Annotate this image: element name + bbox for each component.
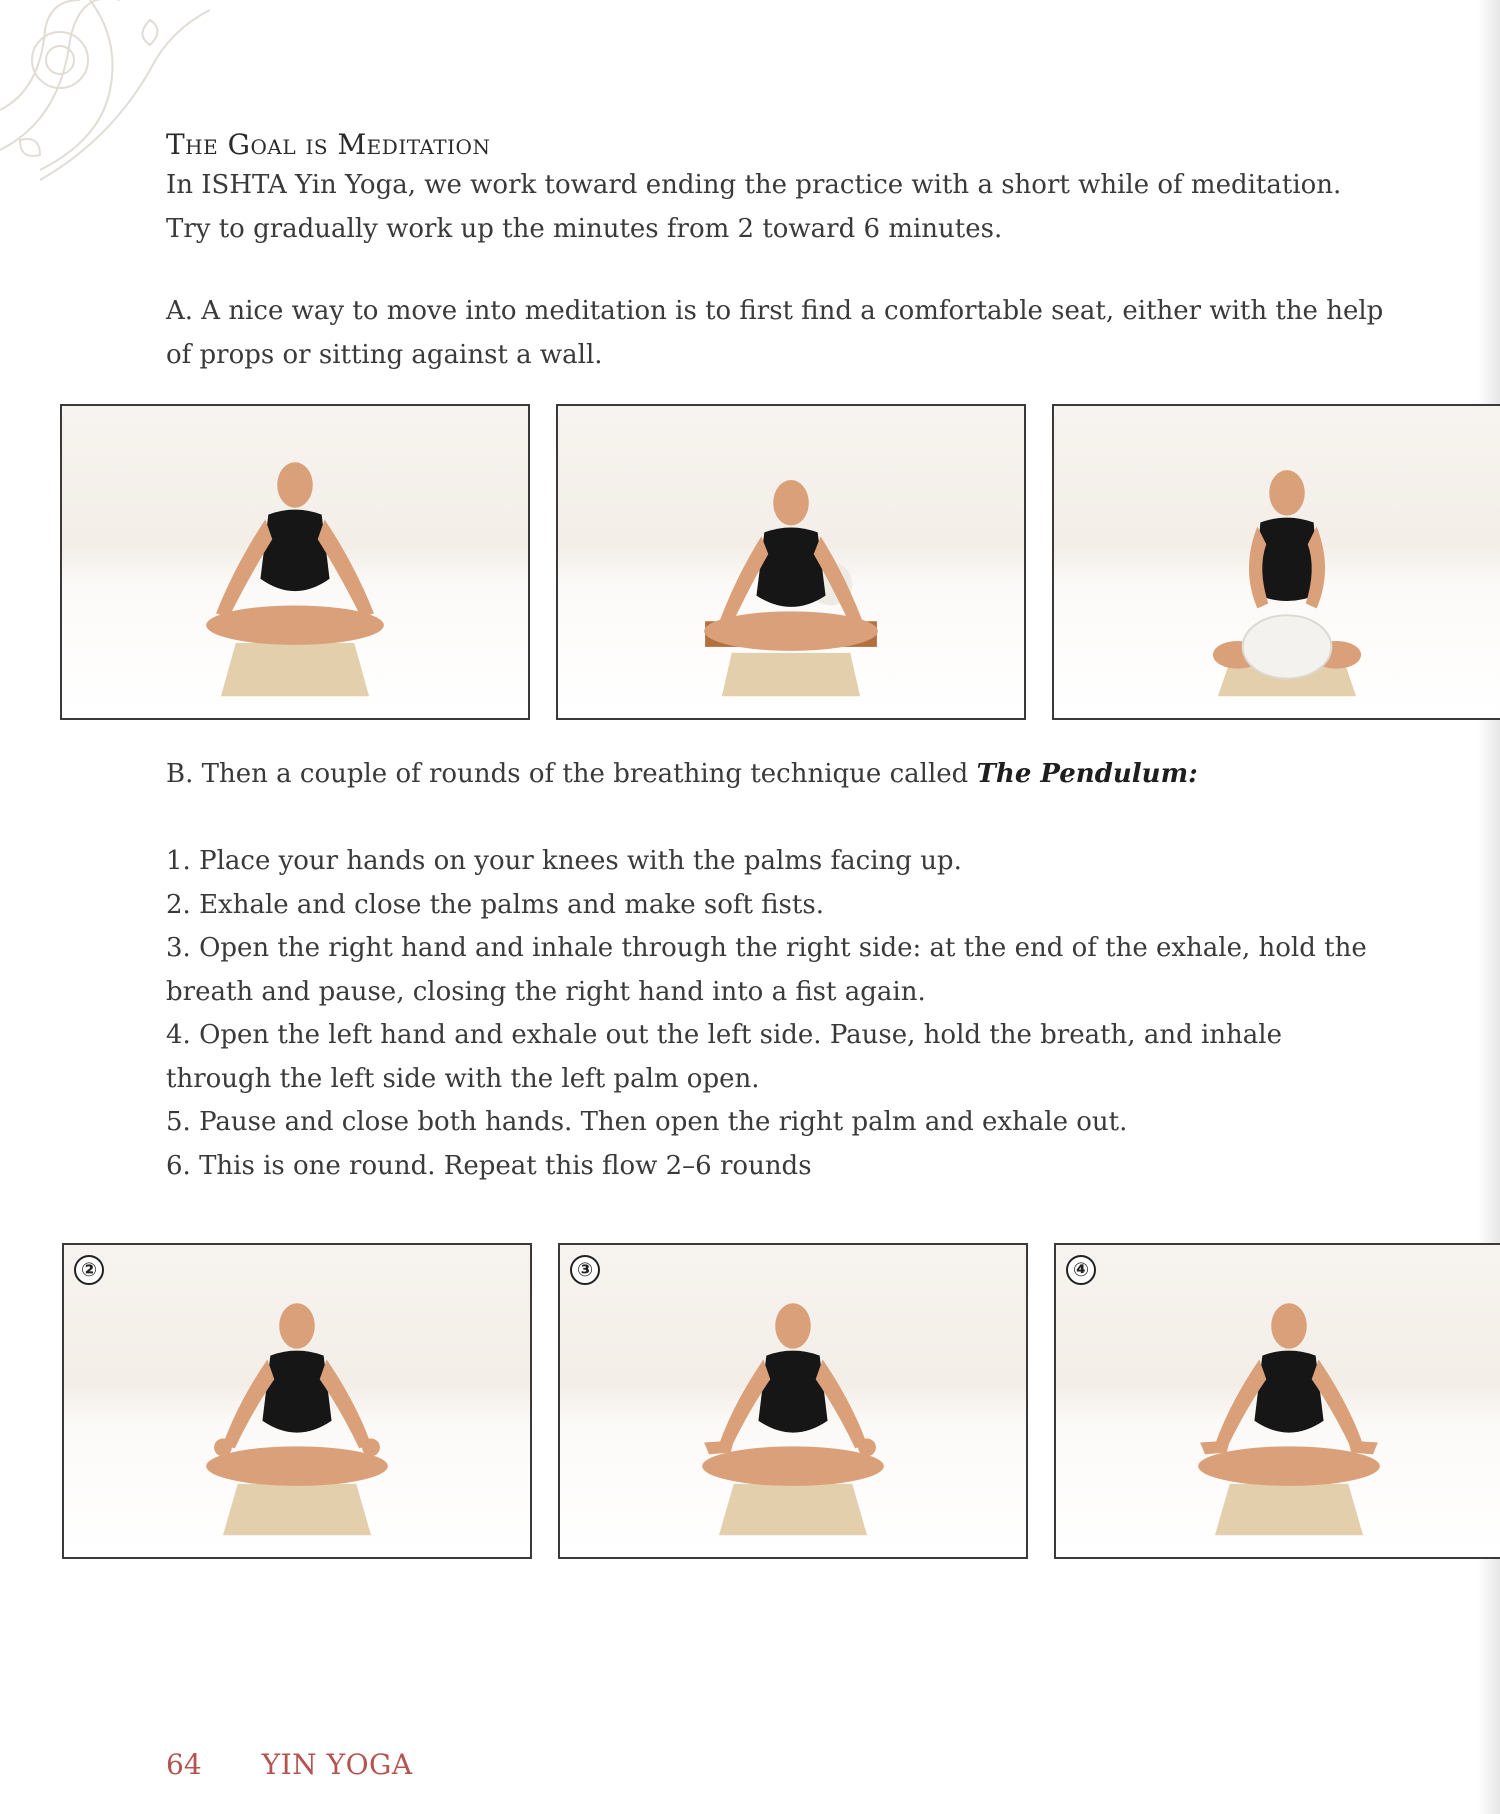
pendulum-figure-closed-hands — [64, 1245, 530, 1557]
seated-figure-on-blocks-illustration — [558, 406, 1024, 718]
step-3: 3. Open the right hand and inhale through the right side: at the end of the exhale, hold the breath and pause, closing the right hand into a fist again. — [166, 933, 1367, 1007]
photo-number-badge: ② — [74, 1255, 104, 1285]
step-1: 1. Place your hands on your knees with the palms facing up. — [166, 846, 962, 876]
step-4: 4. Open the left hand and exhale out the left side. Pause, hold the breath, and inhale through the left side with the left palm open. — [166, 1020, 1282, 1094]
section-heading: The Goal is Meditation — [166, 128, 491, 161]
photo-seated-on-blocks — [556, 404, 1026, 720]
pendulum-figure-right-open — [560, 1245, 1026, 1557]
photo-pendulum-step-2 — [62, 1243, 532, 1559]
photo-kneeling-on-bolster — [1052, 404, 1500, 720]
step-5: 5. Pause and close both hands. Then open the right palm and exhale out. — [166, 1107, 1128, 1137]
page-footer — [166, 1748, 413, 1781]
photo-pendulum-step-4 — [1054, 1243, 1500, 1559]
seated-figure-illustration — [62, 406, 528, 718]
step-a-paragraph: A. A nice way to move into meditation is to first find a comfortable seat, either with the help of props or sitting against a wall. — [166, 296, 1384, 370]
intro-paragraph: In ISHTA Yin Yoga, we work toward ending the practice with a short while of meditation. Try to gradually work up the minutes from 2 toward 6 minutes. — [166, 170, 1342, 244]
kneeling-figure-illustration — [1054, 406, 1500, 718]
step-b-prefix: B. Then a couple of rounds of the breathing technique called — [166, 759, 977, 789]
photo-number-badge: ④ — [1066, 1255, 1096, 1285]
photo-pendulum-step-3 — [558, 1243, 1028, 1559]
pendulum-steps-list — [166, 840, 1386, 1188]
page-number: 64 — [166, 1748, 202, 1781]
step-b-paragraph — [166, 752, 1386, 796]
step-6: 6. This is one round. Repeat this flow 2–6 rounds — [166, 1150, 812, 1181]
pendulum-figure-both-open — [1056, 1245, 1500, 1557]
technique-name: The Pendulum: — [976, 759, 1198, 789]
step-2: 2. Exhale and close the palms and make soft fists. — [166, 889, 824, 920]
photo-seated-cross-legged — [60, 404, 530, 720]
photo-number-badge: ③ — [570, 1255, 600, 1285]
corner-ornament — [0, 0, 230, 190]
book-title: YIN YOGA — [261, 1748, 413, 1781]
